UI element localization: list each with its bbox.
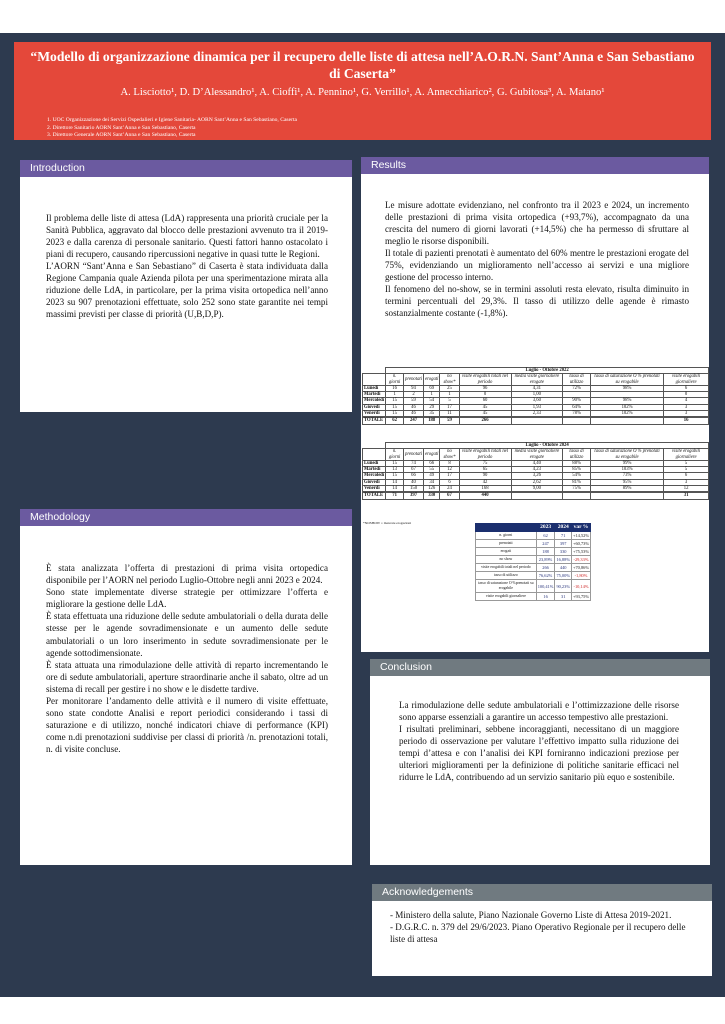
conclusion-paragraph: I risultati preliminari, sebbene incoraggianti, necessitano di un maggiore periodo di osservazione per valutare l’effettivo impatto sulla riduzione dei tempi d’attesa e con l’analisi dei KPI forniranno indicazioni preziose per ulteriori miglioramenti per la definizione di politiche sanitarie efficaci nel ridurre le LdA, contribuendo ad un servizio sanitario più equo e sostenibile. — [399, 724, 679, 782]
table-cell: 3 — [664, 404, 709, 410]
column-header: visite erogabili totali nel periodo — [459, 449, 511, 461]
table-row — [363, 493, 709, 499]
table-cell: 67 — [440, 493, 459, 499]
column-header: tasso di utilizzo — [563, 374, 591, 386]
table-cell: 103% — [590, 467, 663, 473]
summary-label: tasso di utilizzo — [476, 572, 537, 580]
summary-value-2023: 100,41% — [536, 580, 555, 593]
table-cell: 2,33 — [511, 411, 563, 417]
methodology-paragraph: È stata effettuata una riduzione delle sedute ambulatoriali o della durata delle stesse per le agende sovradimensionate e un aumento delle sedute ambulatoriali o un loro inserimento in sedute sovradimensionate per le agende sottodimensionate. — [46, 611, 328, 658]
row-label: Martedì — [363, 392, 386, 398]
column-header: tasso di saturazione O % prenotati su erogabile — [590, 374, 663, 386]
row-label: Mercoledì — [364, 473, 385, 479]
table-cell: 94 — [404, 385, 424, 391]
column-header: visite erogabili totali nel periodo — [459, 374, 511, 386]
table-cell: 15 — [386, 404, 404, 410]
table-footnote: *NOSHOW = mancate erogazioni — [363, 521, 412, 525]
table-cell: 59 — [440, 418, 459, 424]
table-cell: 69 — [424, 385, 440, 391]
table-cell — [363, 374, 386, 386]
column-header: media visite giornaliere erogate — [511, 374, 563, 386]
summary-column-header — [476, 524, 537, 532]
summary-label: visite erogabili totali nel periodo — [476, 564, 537, 572]
table-cell: 102% — [590, 411, 663, 417]
summary-column-header: 2024 — [555, 524, 572, 532]
table-cell: 6 — [664, 473, 709, 479]
summary-row — [476, 540, 591, 548]
table-cell: 14 — [386, 486, 404, 492]
table-cell: 59 — [404, 398, 424, 404]
table-header-row — [363, 449, 709, 461]
summary-row — [476, 572, 591, 580]
table-cell: 49 — [424, 473, 440, 479]
affiliation-3: 3. Direttore Generale AORN Sant’Anna e San Sebastiano, Caserta — [47, 132, 196, 138]
table-cell: 6 — [664, 385, 709, 391]
table-cell: 12 — [440, 467, 459, 473]
table-cell: 72% — [563, 385, 591, 391]
summary-table — [475, 523, 591, 601]
table-cell — [363, 449, 386, 461]
summary-value-2024: 75,00% — [556, 573, 570, 578]
table-cell: 90% — [563, 398, 591, 404]
methodology-text — [46, 562, 328, 756]
table-cell: 54% — [563, 473, 591, 479]
summary-row — [476, 556, 591, 564]
table-cell: 98% — [590, 385, 663, 391]
row-label: Giovedì — [363, 404, 386, 410]
results-paragraph: Il totale di pazienti prenotati è aumentato del 60% mentre le prestazioni erogate del 75%, evidenziando un miglioramento nell’accesso ai servizi e una migliore gestione del processo interno. — [385, 248, 689, 282]
table-cell: 14 — [386, 479, 404, 485]
table-cell: 2,62 — [511, 479, 563, 485]
table-cell: 75 — [459, 460, 511, 466]
table-row — [363, 418, 709, 424]
table-cell: 1,00 — [511, 392, 563, 398]
summary-value-2024: 71 — [555, 532, 572, 540]
table-cell: 1 — [424, 392, 440, 398]
table-cell: 85% — [563, 467, 591, 473]
table-cell: 99% — [590, 460, 663, 466]
summary-variation: -29,33% — [571, 556, 590, 564]
results-paragraph: Il fenomeno del no-show, se in termini assoluti resta elevato, risulta diminuito in termini percentuali del 29,3%. Il tasso di utilizzo delle agende è rimasto sostanzialmente costante (-1,8%). — [385, 284, 689, 318]
table-cell: 266 — [459, 418, 511, 424]
methodology-paragraph: Per monitorare l’andamento delle attività e il numero di visite effettuate, sono state condotte Analisi e report periodici considerando i tassi di saturazione e di utilizzo, nonché indicatori chiave di performance (KPI) come n.di prenotazioni suddivise per classi di priorità /n. prenotazioni totali, n. di visite concluse. — [46, 696, 328, 755]
results-text — [385, 199, 689, 319]
table-cell: 81% — [563, 479, 591, 485]
table-cell: 15 — [386, 473, 404, 479]
table-cell: 126 — [424, 486, 440, 492]
table-cell: 96 — [459, 385, 511, 391]
acknowledgement-item: - D.G.R.C. n. 379 del 29/6/2023. Piano Operativo Regionale per il recupero delle liste di attesa — [390, 922, 686, 944]
table-cell: 64% — [563, 404, 591, 410]
table-cell: 1 — [386, 392, 404, 398]
summary-value-2024: 31 — [555, 593, 572, 601]
table-cell: 75% — [563, 486, 591, 492]
table-cell: 0 — [664, 392, 709, 398]
table-cell: 78% — [563, 411, 591, 417]
summary-value-2023: 188 — [536, 548, 555, 556]
table-cell — [511, 418, 563, 424]
introduction-text — [46, 212, 328, 320]
introduction-paragraph: L’AORN “Sant’Anna e San Sebastiano” di Caserta è stata individuata dalla Regione Campania quale Azienda pilota per una sperimentazione mirata alla riduzione delle LdA, in particolare, per la prima visita ortopedica nell’anno 2023 su 907 prenotazioni effettuate, solo 252 sono state garantite nei tempi massimi previsti per classe di priorità (U,B,D,P). — [46, 261, 328, 319]
table-cell: 168 — [459, 486, 511, 492]
summary-row — [476, 532, 591, 540]
acknowledgements-text — [390, 909, 696, 945]
summary-value-2024: 90,23% — [555, 580, 572, 593]
table-cell: 5 — [664, 460, 709, 466]
table-cell: 66 — [404, 473, 424, 479]
table-cell: 15 — [386, 398, 404, 404]
table-cell: 12 — [664, 486, 709, 492]
table-cell: 15 — [386, 460, 404, 466]
summary-value-2024: 330 — [555, 548, 572, 556]
methodology-heading: Methodology — [20, 509, 352, 526]
column-header: erogati — [424, 374, 440, 386]
table-caption: Luglio - Ottobre 2022 — [386, 368, 709, 374]
table-cell: 247 — [404, 418, 424, 424]
summary-column-header: 2023 — [536, 524, 555, 532]
table-cell — [563, 493, 591, 499]
summary-value-2024: 16,88% — [556, 557, 570, 562]
table-cell: 67 — [404, 467, 424, 473]
table-cell: 25 — [440, 385, 459, 391]
table-cell: 4,23 — [511, 467, 563, 473]
table-cell: 15 — [386, 411, 404, 417]
methodology-paragraph: È stata attuata una rimodulazione delle attività di reparto incrementando le ore di sedute ambulatoriali, aperture straordinarie anche il sabato, oltre ad un sistema di recall per gestire i no show e le disdette tardive. — [46, 659, 328, 694]
table-cell: 62 — [386, 418, 404, 424]
table-cell: 46 — [404, 411, 424, 417]
table-cell: 46 — [404, 404, 424, 410]
summary-label: prenotati — [476, 540, 537, 548]
table-cell: 45 — [459, 404, 511, 410]
table-2024 — [362, 442, 709, 500]
summary-header-row — [476, 524, 591, 532]
summary-value-2024: 440 — [555, 564, 572, 572]
table-cell: 24 — [440, 486, 459, 492]
summary-label: no show — [476, 556, 537, 564]
table-cell: 16 — [386, 385, 404, 391]
affiliations — [47, 117, 297, 140]
column-header: no show* — [440, 449, 459, 461]
results-paragraph: Le misure adottate evidenziano, nel confronto tra il 2023 e 2024, un incremento delle prestazioni di prima visita ortopedica (+93,7%), accompagnato da una crescita del numero di giorni lavorati (+14,5%) che ha permesso di sfruttare al meglio le risorse disponibili. — [385, 200, 689, 246]
methodology-paragraph: È stata analizzata l’offerta di prestazioni di prima visita ortopedica disponibile per l’AORN nel periodo Luglio-Ottobre negli anni 2023 e 2024. — [46, 563, 328, 586]
author-list: A. Lisciotto¹, D. D’Alessandro¹, A. Cioffi¹, A. Pennino¹, G. Verrillo¹, A. Annecchiarico², G. Gubitosa³, A. Matano¹ — [120, 87, 605, 98]
column-header: n. giorni — [386, 449, 404, 461]
table-cell: 66 — [424, 460, 440, 466]
summary-value-2024: 397 — [555, 540, 572, 548]
table-cell: 42 — [459, 479, 511, 485]
row-label: Giovedì — [363, 479, 386, 485]
summary-row — [476, 564, 591, 572]
table-cell: 17 — [440, 404, 459, 410]
conclusion-heading: Conclusion — [370, 659, 710, 676]
column-header: media visite giornaliere erogate — [511, 449, 563, 461]
table-cell: 90 — [459, 473, 511, 479]
table-cell: 4,31 — [511, 385, 563, 391]
table-cell: 11 — [440, 411, 459, 417]
summary-variation: -1,80% — [571, 572, 590, 580]
row-label: Venerdì — [363, 486, 386, 492]
column-header: prenotati — [404, 374, 424, 386]
summary-column-header: var % — [571, 524, 590, 532]
summary-label: n. giorni — [476, 532, 537, 540]
table-cell: 95% — [590, 479, 663, 485]
affiliation-2: 2. Direttore Sanitario AORN Sant’Anna e San Sebastiano, Caserta — [47, 124, 196, 131]
summary-label: tasso di saturazione O %prenotati su erogabile — [476, 580, 537, 593]
row-label: TOTALE — [363, 493, 386, 499]
row-label: Lunedì — [363, 385, 386, 391]
table-cell — [511, 493, 563, 499]
table-cell: 65 — [459, 467, 511, 473]
table-cell: 3 — [664, 479, 709, 485]
table-cell: 102% — [590, 404, 663, 410]
table-cell: 5 — [440, 398, 459, 404]
column-header: n. giorni — [386, 374, 404, 386]
column-header: visite erogabili giornaliere — [664, 374, 709, 386]
summary-row — [476, 548, 591, 556]
summary-variation: +14,52% — [572, 533, 589, 538]
table-cell: 73% — [590, 473, 663, 479]
column-header: visite erogabili giornaliere — [664, 449, 709, 461]
column-header: prenotati — [404, 449, 424, 461]
table-cell: 1,93 — [511, 404, 563, 410]
table-cell: 1 — [440, 392, 459, 398]
summary-variation: +93,75% — [572, 594, 589, 599]
acknowledgements-heading: Acknowledgements — [372, 884, 712, 901]
table-cell: 440 — [459, 493, 511, 499]
table-cell: 16 — [664, 418, 709, 424]
summary-label: erogati — [476, 548, 537, 556]
table-cell: 89% — [590, 486, 663, 492]
summary-value-2023: 247 — [536, 540, 555, 548]
poster-title: “Modello di organizzazione dinamica per il recupero delle liste di attesa nell’A.O.R.N. Sant’Anna e San Sebastiano di Caserta” — [30, 49, 695, 81]
table-cell: 45 — [459, 411, 511, 417]
column-header: tasso di utilizzo — [563, 449, 591, 461]
introduction-panel — [20, 160, 352, 412]
table-cell: 397 — [404, 493, 424, 499]
table-cell: 54 — [424, 398, 440, 404]
row-label: Martedì — [363, 467, 386, 473]
table-cell: 6 — [440, 479, 459, 485]
conclusion-paragraph: La rimodulazione delle sedute ambulatoriali e l’ottimizzazione delle risorse sono apparse essenziali a garantire un accesso tempestivo alle prestazioni. — [399, 700, 679, 722]
summary-variation: +60,73% — [572, 541, 589, 546]
methodology-panel — [20, 509, 352, 865]
table-cell: 40 — [404, 479, 424, 485]
table-cell: 98% — [590, 398, 663, 404]
table-cell: 3 — [664, 411, 709, 417]
table-cell: 188 — [424, 418, 440, 424]
table-2022 — [362, 367, 709, 425]
table-cell: 17 — [440, 473, 459, 479]
table-cell — [590, 493, 663, 499]
summary-row — [476, 580, 591, 593]
conclusion-panel — [370, 659, 710, 865]
introduction-paragraph: Il problema delle liste di attesa (LdA) rappresenta una priorità cruciale per la Sanità Pubblica, aggravato dal blocco delle prestazioni avvenuto tra il 2019-2023 e dalla carenza di personale sanitario. Questi fattori hanno ostacolato i piani di recupero, causando ripercussioni negative in quasi tutte le Regioni. — [46, 213, 328, 259]
table-cell — [590, 418, 663, 424]
table-cell: 60 — [459, 398, 511, 404]
table-cell: 330 — [424, 493, 440, 499]
table-cell: 4,40 — [511, 460, 563, 466]
methodology-paragraph: Sono state implementate diverse strategie per ottimizzare l’offerta e migliorare la gestione delle LdA. — [46, 587, 328, 610]
summary-value-2023: 266 — [536, 564, 555, 572]
row-label: Venerdì — [363, 411, 386, 417]
table-cell: 88% — [563, 460, 591, 466]
summary-label: visite erogabili giornaliere — [476, 593, 537, 601]
table-cell: 0 — [459, 392, 511, 398]
table-header-row — [363, 374, 709, 386]
row-label: TOTALE — [363, 418, 386, 424]
summary-value-2023: 76,62% — [536, 572, 555, 580]
table-cell: 35 — [424, 411, 440, 417]
summary-value-2023: 23,89% — [536, 556, 555, 564]
poster-header — [14, 42, 711, 140]
table-cell: 9,00 — [511, 486, 563, 492]
results-heading: Results — [361, 157, 709, 174]
column-header: no show* — [440, 374, 459, 386]
results-panel — [361, 157, 709, 652]
table-cell: 13 — [386, 467, 404, 473]
table-cell: 34 — [424, 479, 440, 485]
table-cell: 2 — [404, 392, 424, 398]
conclusion-text — [399, 699, 679, 783]
table-cell: 71 — [386, 493, 404, 499]
row-label: Lunedì — [363, 460, 386, 466]
table-cell: 29 — [424, 404, 440, 410]
table-cell: 4 — [664, 398, 709, 404]
table-cell: 5 — [664, 467, 709, 473]
table-cell: 8 — [440, 460, 459, 466]
summary-row — [476, 593, 591, 601]
table-cell: 55 — [424, 467, 440, 473]
summary-variation: -10,14% — [571, 580, 590, 593]
summary-variation: +75,53% — [572, 549, 589, 554]
summary-value-2023: 62 — [536, 532, 555, 540]
table-cell: 3,60 — [511, 398, 563, 404]
table-cell — [563, 418, 591, 424]
affiliation-1: 1. UOC Organizzazione dei Servizi Ospedalieri e Igiene Sanitaria- AORN Sant’Anna e San Sebastiano, Caserta — [47, 117, 297, 123]
acknowledgements-panel — [372, 884, 712, 976]
row-label: Mercoledì — [364, 398, 385, 404]
table-cell: 150 — [404, 486, 424, 492]
introduction-heading: Introduction — [20, 160, 352, 177]
table-caption: Luglio - Ottobre 2024 — [386, 443, 709, 449]
column-header: erogati — [424, 449, 440, 461]
summary-value-2023: 16 — [536, 593, 555, 601]
acknowledgement-item: - Ministero della salute, Piano Nazionale Governo Liste di Attesa 2019-2021. — [390, 910, 672, 920]
column-header: tasso di saturazione O % prenotati su erogabile — [590, 449, 663, 461]
table-cell: 31 — [664, 493, 709, 499]
table-cell: 74 — [404, 460, 424, 466]
table-cell: 3,26 — [511, 473, 563, 479]
summary-variation: +70,86% — [572, 565, 589, 570]
